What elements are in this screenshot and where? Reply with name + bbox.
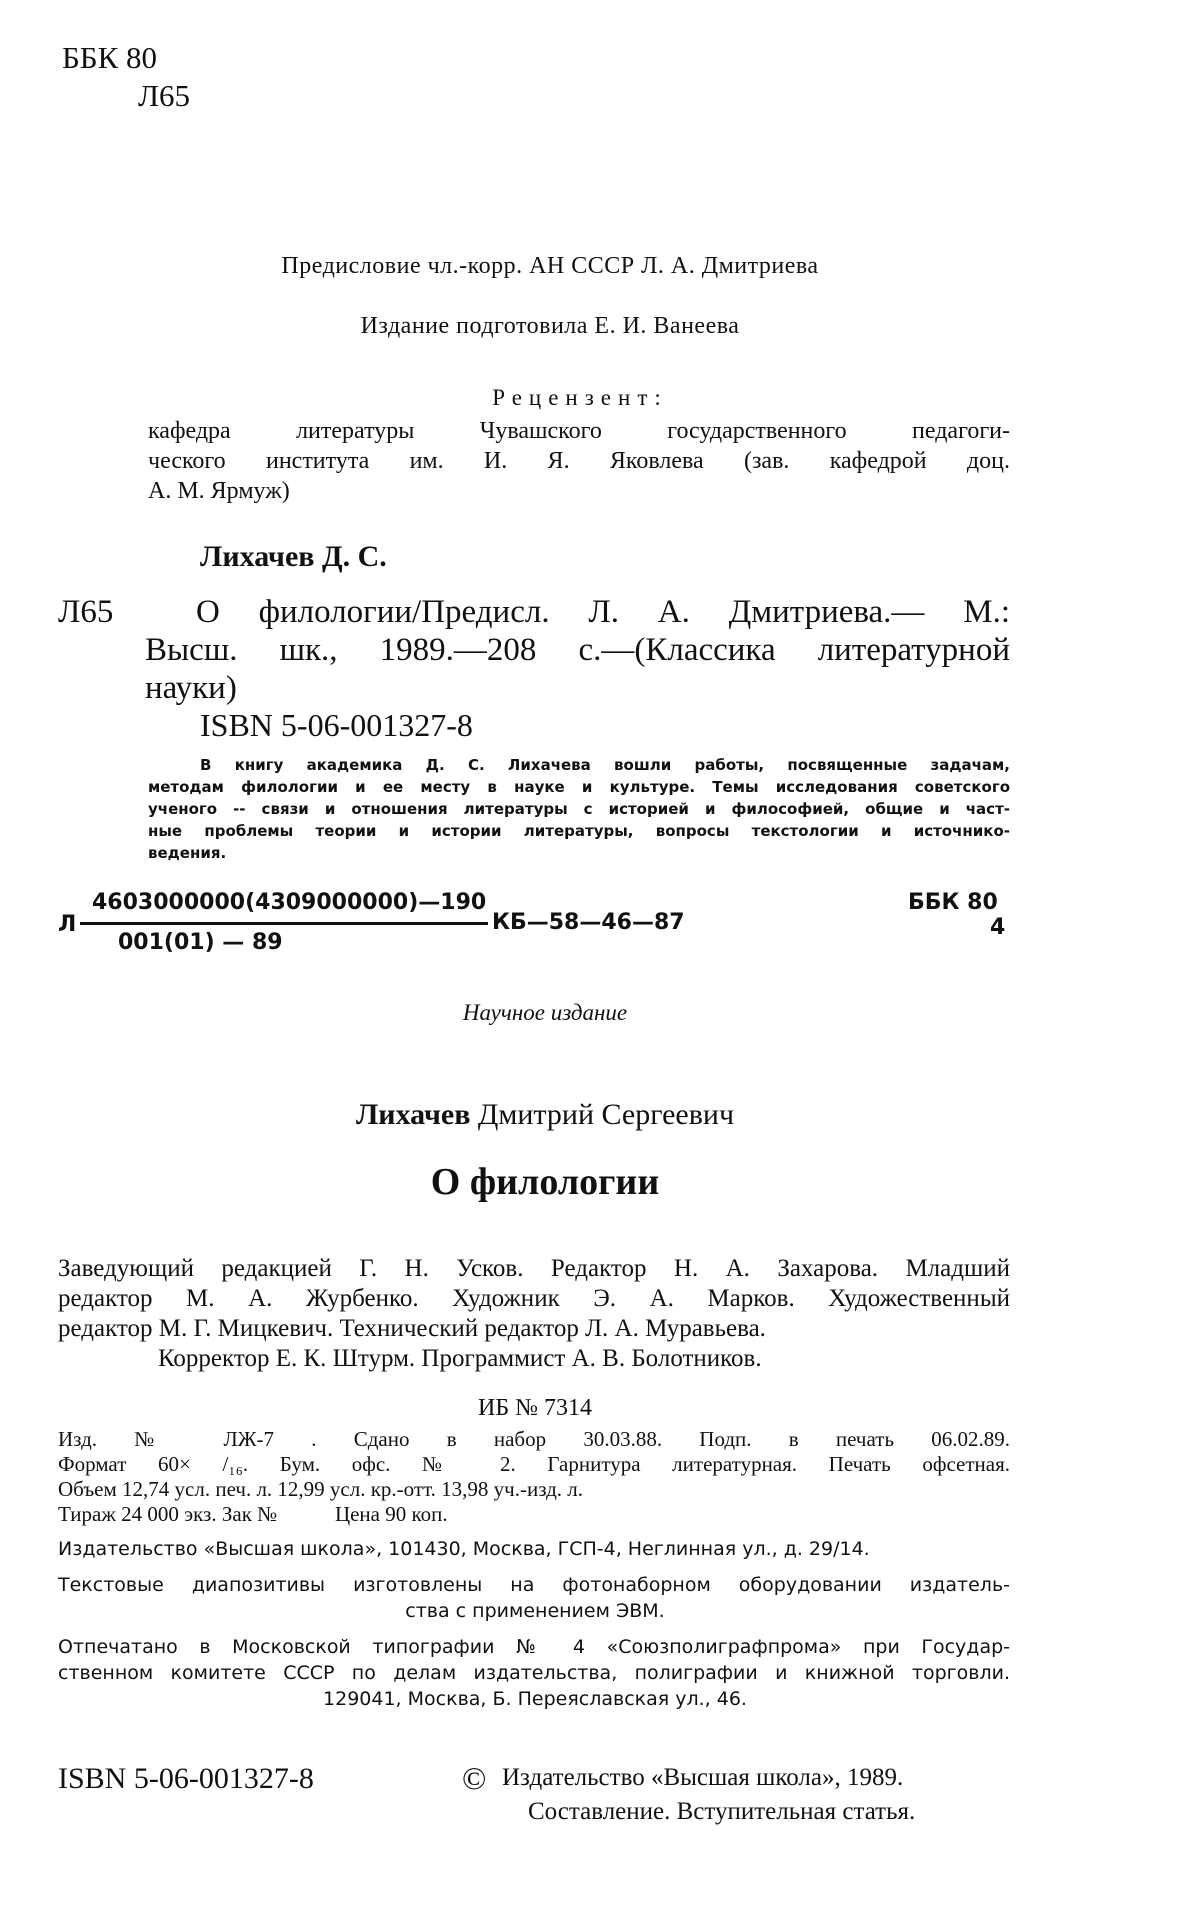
diapositive-line: ства с применением ЭВМ. xyxy=(405,1600,665,1622)
formula-letter: Л xyxy=(58,912,77,937)
copyright-line: Издательство «Высшая школа», 1989. xyxy=(502,1764,904,1791)
annotation-line: ные проблемы теории и истории литературы, вопросы текстологии и источнико- xyxy=(148,822,1010,840)
formula-bbk: ББК 80 xyxy=(908,890,998,915)
printing-line: Отпечатано в Московской типографии № 4 «Союзполиграфпрома» при Государ- xyxy=(58,1636,1010,1658)
printing-line: ственном комитете СССР по делам издательства, полиграфии и книжной торговли. xyxy=(58,1662,1010,1684)
edition-type: Научное издание xyxy=(462,1000,628,1025)
annotation-line: ведения. xyxy=(148,844,227,862)
copyright-symbol: © xyxy=(462,1760,487,1796)
diapositive-line: Текстовые диапозитивы изготовлены на фотонаборном оборудовании издатель- xyxy=(58,1574,1010,1596)
copyright-line: Составление. Вступительная статья. xyxy=(528,1798,916,1825)
book-title: О филологии xyxy=(430,1161,660,1203)
annotation-line: В книгу академика Д. С. Лихачева вошли работы, посвященные задачам, xyxy=(200,756,1010,774)
author-heading: Лихачев Д. С. xyxy=(200,540,387,573)
reviewer-line: ческого института им. И. Я. Яковлева (зав. кафедрой доц. xyxy=(148,448,1010,474)
reviewer-line: А. М. Ярмуж) xyxy=(148,478,290,504)
print-line: Объем 12,74 усл. печ. л. 12,99 усл. кр.-отт. 13,98 уч.-изд. л. xyxy=(58,1477,584,1501)
catalog-line: О филологии/Предисл. Л. А. Дмитриева.— М.: xyxy=(196,594,1010,630)
reviewer-line: кафедра литературы Чувашского государственного педагоги- xyxy=(148,418,1010,444)
ib-number: ИБ № 7314 xyxy=(477,1395,592,1421)
reviewer-heading: Рецензент: xyxy=(492,385,668,410)
formula-denominator: 001(01) — 89 xyxy=(118,930,283,955)
edition-prepared-by: Издание подготовила Е. И. Ванеева xyxy=(360,313,740,339)
publisher-line: Издательство «Высшая школа», 101430, Москва, ГСП-4, Неглинная ул., д. 29/14. xyxy=(58,1538,870,1560)
fraction-bar xyxy=(80,922,488,925)
formula-kb: КБ—58—46—87 xyxy=(492,910,685,935)
catalog-isbn: ISBN 5-06-001327-8 xyxy=(200,707,473,743)
staff-line: редактор М. А. Журбенко. Художник Э. А. Марков. Художественный xyxy=(58,1285,1010,1312)
author-surname: Лихачев xyxy=(355,1098,471,1131)
print-line: Изд. № ЛЖ-7 . Сдано в набор 30.03.88. Подп. в печать 06.02.89. xyxy=(58,1427,1010,1451)
catalog-code: Л65 xyxy=(58,594,114,630)
print-line: Тираж 24 000 экз. Зак № Цена 90 коп. xyxy=(58,1502,448,1526)
staff-line: Корректор Е. К. Штурм. Программист А. В. Болотников. xyxy=(158,1345,762,1372)
annotation-line: методам филологии и ее месту в науке и культуре. Темы исследования советского xyxy=(148,778,1010,796)
print-line: Формат 60× /₁₆. Бум. офс. № 2. Гарнитура литературная. Печать офсетная. xyxy=(58,1452,1010,1476)
preface-credit: Предисловие чл.-корр. АН СССР Л. А. Дмитриева xyxy=(281,253,819,279)
full-author xyxy=(0,1098,1090,1132)
author-given-names: Дмитрий Сергеевич xyxy=(477,1098,735,1131)
bbk-code: ББК 80 xyxy=(62,40,158,75)
formula-numerator: 4603000000(4309000000)—190 xyxy=(92,890,487,915)
author-mark: Л65 xyxy=(138,78,191,113)
catalog-line: науки) xyxy=(145,670,237,706)
formula-bbk-sub: 4 xyxy=(990,915,1006,940)
bottom-isbn: ISBN 5-06-001327-8 xyxy=(58,1762,314,1795)
staff-line: Заведующий редакцией Г. Н. Усков. Редактор Н. А. Захарова. Младший xyxy=(58,1255,1010,1282)
annotation-line: ученого -- связи и отношения литературы с историей и философией, общие и част- xyxy=(148,800,1010,818)
staff-line: редактор М. Г. Мицкевич. Технический редактор Л. А. Муравьева. xyxy=(58,1315,766,1342)
catalog-line: Высш. шк., 1989.—208 с.—(Классика литературной xyxy=(145,632,1010,668)
printing-line: 129041, Москва, Б. Переяславская ул., 46. xyxy=(323,1688,747,1710)
